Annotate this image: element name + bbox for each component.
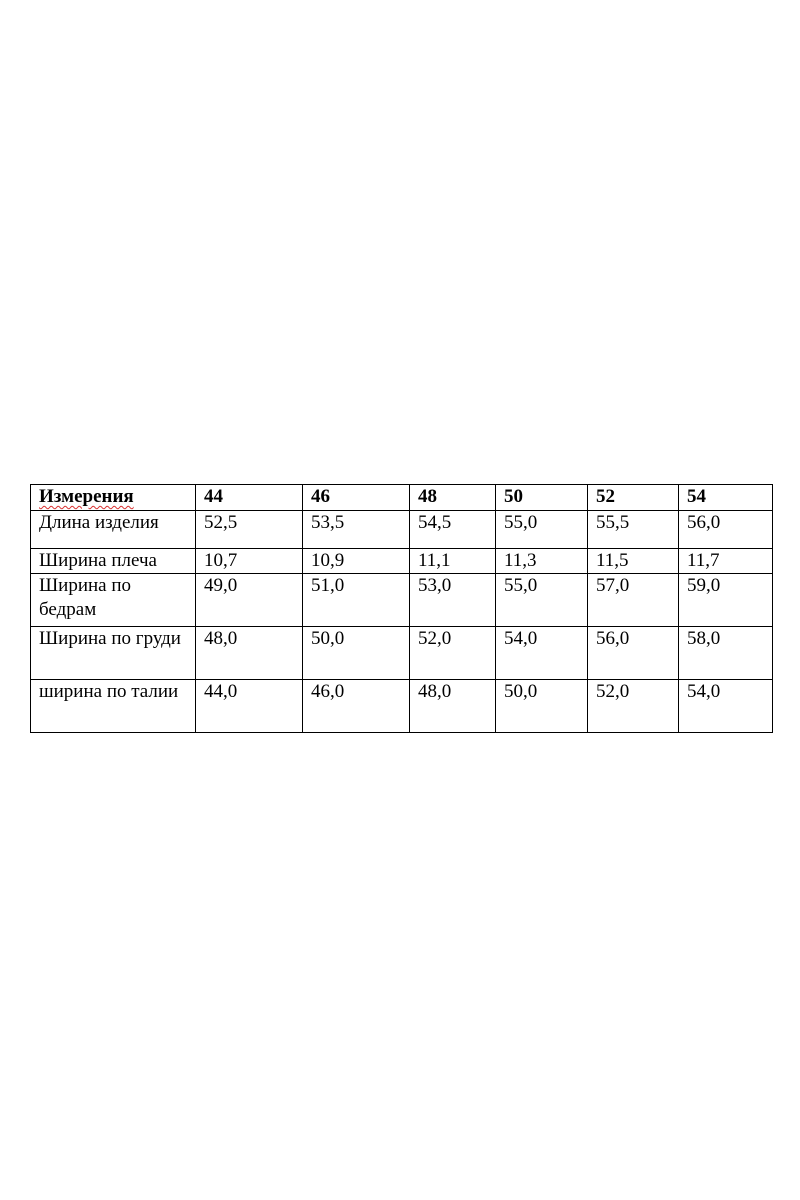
table-cell: 50,0 — [303, 627, 410, 680]
table-cell: 52,5 — [196, 511, 303, 549]
row-label: Длина изделия — [31, 511, 196, 549]
header-size-46: 46 — [303, 485, 410, 511]
table-cell: 56,0 — [679, 511, 773, 549]
table-row — [31, 511, 773, 549]
table-cell: 56,0 — [588, 627, 679, 680]
table-cell: 55,0 — [496, 574, 588, 627]
table-row — [31, 680, 773, 733]
table-row — [31, 627, 773, 680]
table-cell: 54,5 — [410, 511, 496, 549]
table-cell: 51,0 — [303, 574, 410, 627]
table-cell: 10,7 — [196, 549, 303, 574]
header-size-48: 48 — [410, 485, 496, 511]
table-row — [31, 549, 773, 574]
table-cell: 11,1 — [410, 549, 496, 574]
table-cell: 10,9 — [303, 549, 410, 574]
header-measurements-label: Измерения — [39, 486, 134, 507]
size-chart-table — [30, 484, 773, 733]
header-size-52: 52 — [588, 485, 679, 511]
row-label: Ширина плеча — [31, 549, 196, 574]
table-row — [31, 574, 773, 627]
header-measurements — [31, 485, 196, 511]
table-cell: 55,5 — [588, 511, 679, 549]
row-label: ширина по талии — [31, 680, 196, 733]
table-cell: 50,0 — [496, 680, 588, 733]
table-cell: 11,7 — [679, 549, 773, 574]
table-cell: 49,0 — [196, 574, 303, 627]
header-size-44: 44 — [196, 485, 303, 511]
table-cell: 48,0 — [196, 627, 303, 680]
table-cell: 11,5 — [588, 549, 679, 574]
table-cell: 55,0 — [496, 511, 588, 549]
row-label: Ширина по груди — [31, 627, 196, 680]
table-cell: 58,0 — [679, 627, 773, 680]
table-cell: 54,0 — [679, 680, 773, 733]
table-cell: 46,0 — [303, 680, 410, 733]
table-cell: 48,0 — [410, 680, 496, 733]
table-cell: 59,0 — [679, 574, 773, 627]
header-row — [31, 485, 773, 511]
table-cell: 57,0 — [588, 574, 679, 627]
table-cell: 44,0 — [196, 680, 303, 733]
table-cell: 54,0 — [496, 627, 588, 680]
table-cell: 11,3 — [496, 549, 588, 574]
table-cell: 53,5 — [303, 511, 410, 549]
table-cell: 52,0 — [410, 627, 496, 680]
row-label: Ширина по бедрам — [31, 574, 196, 627]
table-cell: 53,0 — [410, 574, 496, 627]
table-cell: 52,0 — [588, 680, 679, 733]
header-size-54: 54 — [679, 485, 773, 511]
header-size-50: 50 — [496, 485, 588, 511]
